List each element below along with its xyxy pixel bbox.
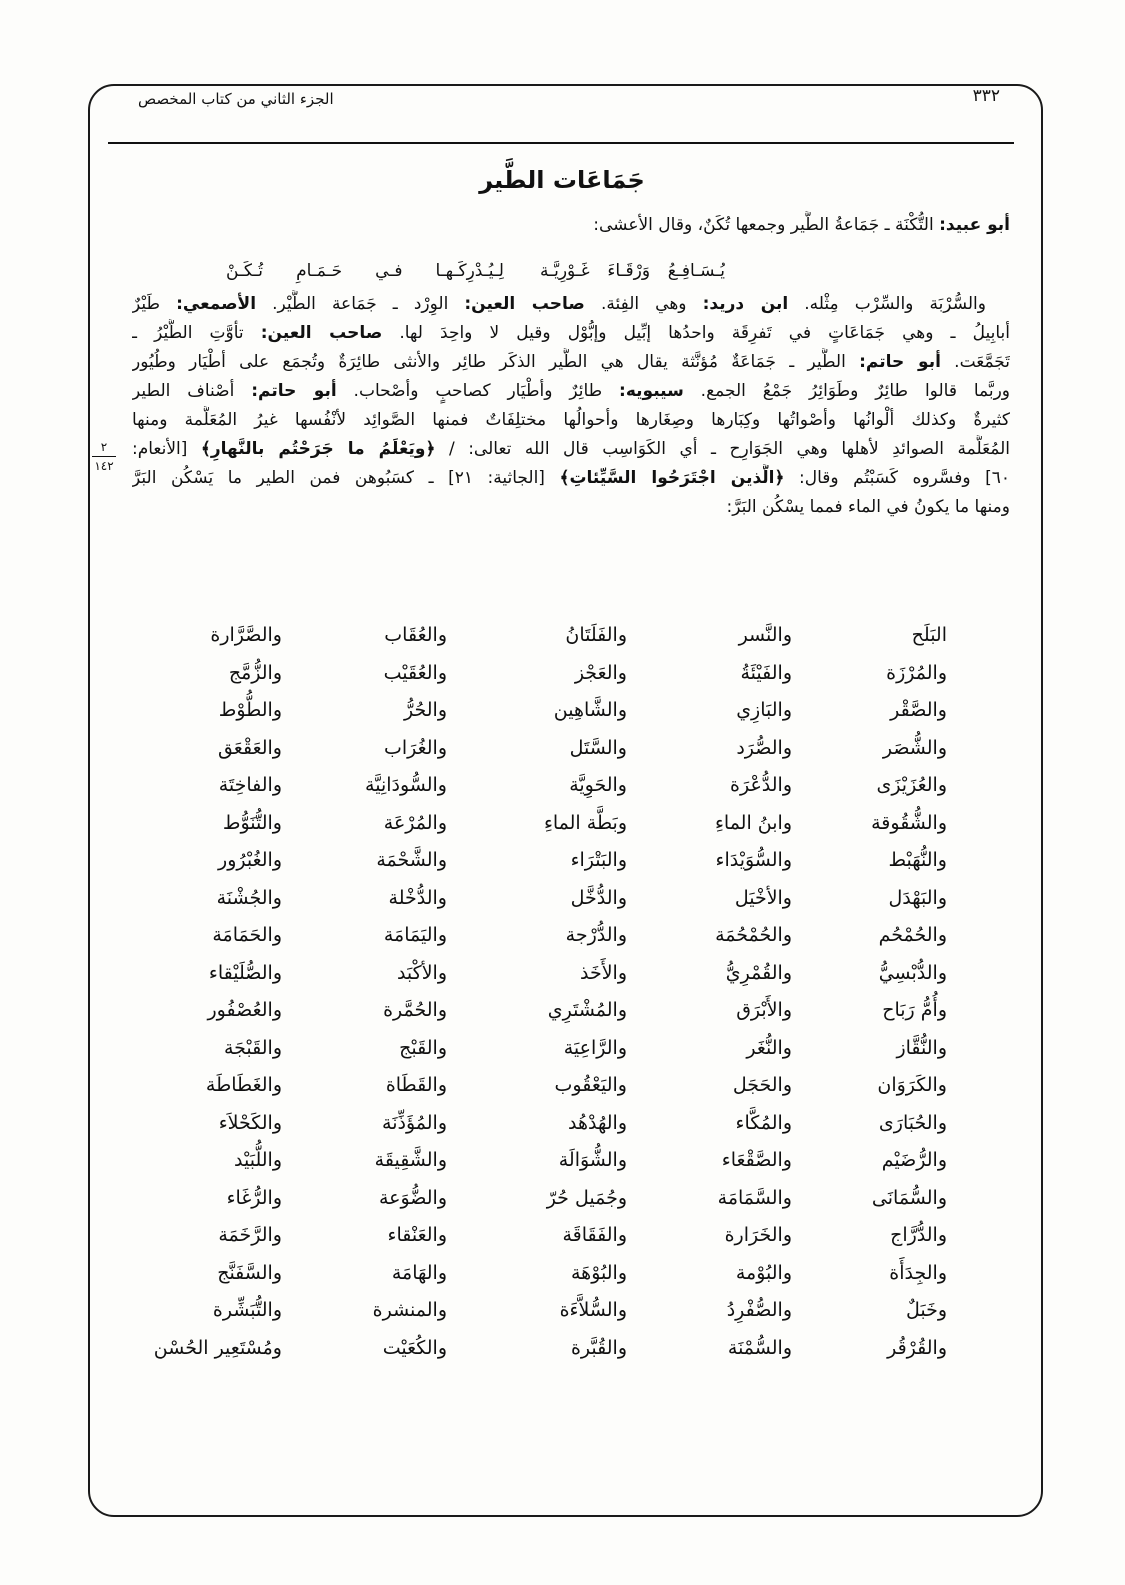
table-row [0,954,1125,992]
bird-name: والهَامَة [391,1261,447,1284]
bird-name: والجُشْنَة [216,886,282,909]
bird-name: والخَرَارة [724,1224,792,1246]
text-run: تأوَّتِ الطَّيْرُ ـ [132,323,261,343]
text-run: [الجاثية: ٢١] ـ كسَبُوهن فمن الطير ما يَسْكُن البَرَّ [132,468,560,488]
bird-name: وخَبَلٌ [905,1299,947,1321]
authority-name: ابن دريد: [702,294,789,314]
text-run: الوِرْد ـ جَمَاعة الطَّيْر. [256,294,465,314]
bird-name: والمُؤَذِّنَة [382,1111,447,1134]
bird-name: والأَخَذ [579,961,627,984]
paragraph-line [132,435,1010,464]
text-run: المُعَلَّمة الصوائدِ لأهلها وهي الجَوَارِح ـ أي الكَوَاسِب قال الله تعالى: / [435,439,1010,459]
bird-name: والهُدْهُد [568,1111,627,1134]
bird-name: والمُرْعَة [383,811,447,834]
bird-name: والشَّقِيقَة [374,1149,447,1171]
bird-name: والبُوْهَة [571,1261,627,1284]
bird-name: والرَّاعِيَة [563,1036,627,1059]
authority-name: صاحب العين: [464,294,585,314]
bird-name: والشُّوَالَة [558,1149,627,1171]
bird-name: وأُمُّ رَبَاح [882,999,947,1021]
bird-name: والرُّغَاء [226,1186,282,1209]
text-run: كثيرةٌ وكذلك ألْوانُها وأصْواتُها وكِبَارها وصِغَارها وأحوالُها مختلِفَاتٌ فمنها الصَّوائِد لأنْفُسها غيرُ المُعَلَّمة ومنها [132,410,1010,430]
bird-name: والصَّقْعَاء [721,1149,792,1171]
margin-note-numerator: ٢ [100,440,108,454]
bird-name: والسَّتَل [569,736,627,759]
bird-name: والصَّقْر [890,699,947,721]
bird-name: والكُعَيْت [382,1336,447,1359]
table-row [0,1179,1125,1217]
bird-name: والعُقَيْب [383,661,447,684]
bird-name: والصَّرَّارة [210,624,282,646]
bird-name: والغُبْرُور [218,849,282,871]
bird-name: والغَطَاطَة [205,1074,282,1096]
body-paragraph [132,290,1010,522]
bird-name: والشَّحْمَة [376,849,447,871]
table-row [0,841,1125,879]
bird-name: والطُّوْط [218,699,282,721]
verse-second-hemistich: لِـيُـدْرِكَـهـا فـي حَـمَـامِ تُـكَـنْ [226,261,504,281]
bird-name: والمنشرة [372,1299,447,1321]
bird-name: وبَطَّة الماءِ [543,811,627,834]
paragraph-line [132,493,1010,522]
bird-name: والأخْيَل [734,886,792,909]
authority-name: أبو حاتم: [251,381,337,401]
table-row [0,1066,1125,1104]
bird-name: والسَّمَامَة [717,1186,792,1209]
table-row [0,616,1125,654]
bird-name: والعُقَاب [384,624,447,646]
quran-quote: ﴿ويَعْلَمُ ما جَرَحْتُم بالنَّهارِ﴾ [200,439,436,459]
text-run: وهي الفِئة. [584,294,703,314]
bird-name: واللُّبَيْد [234,1149,282,1171]
paragraph-line [132,464,1010,493]
bird-name: والدُّرْجة [565,924,627,946]
bird-name: والسَّفَنَّج [217,1261,282,1284]
table-row [0,766,1125,804]
paragraph-line [132,290,1010,319]
table-row [0,804,1125,842]
page-number: ٣٣٢ [972,86,1000,106]
text-run: الطَّير ـ جَمَاعَةٌ مُؤنَّثة يقال هي الطَّير الذكَر طائِر والأنثى طائِرَةٌ وتُجمَع على أطْيَار وطُيُور [132,352,860,372]
header-rule [108,142,1014,144]
text-run: ومنها ما يكونُ في الماء فمما يسْكُن البَرَّ: [726,497,1010,517]
bird-name: والقَبْج [399,1036,447,1059]
bird-name: والعَقْعَق [217,736,282,759]
bird-name: والكَرَوَان [877,1074,947,1096]
bird-name: والصُّلَيْقاء [208,961,282,984]
bird-name: والكَحْلاَء [218,1111,282,1134]
verse-first-hemistich: يُـسَـافِـعُ وَرْقَـاءَ غَـوْرِيَّـة [540,261,725,281]
bird-name: والقُبَّرة [570,1336,627,1359]
bird-name: والرُّضَيْم [881,1149,947,1171]
bird-name: والفَقَاقَة [562,1224,627,1246]
bird-name: واليَعْقُوب [554,1074,627,1096]
text-run: تَجَمَّعَت. [940,352,1010,372]
paragraph-line [132,406,1010,435]
bird-name: والبَتْرَاء [570,849,627,871]
bird-name: والقُرْقُر [887,1336,947,1359]
table-row [0,691,1125,729]
bird-name: والشُّقُوقة [871,811,947,834]
bird-name: والنُّقَّاز [896,1036,947,1059]
bird-name: والعُزَيْزَى [876,774,947,796]
bird-name: والسُّودَانِيَّة [365,774,447,796]
bird-name: والفاخِتَة [218,774,282,796]
text-run: أبابِيلُ ـ وهي جَمَاعَاتٍ في تَفرِقَة واحدُها إبِّيل وإبُّوْل وقيل لا واحِدَ لها. [382,323,1010,343]
authority-name: الأصمعي: [176,294,257,314]
bird-name: والزُّمَّج [228,661,282,684]
bird-name: والحَمَامَة [212,924,282,946]
paragraph-line [132,377,1010,406]
bird-name: والدُّرَّاج [890,1224,947,1246]
bird-name: والمُشْتَرِي [547,999,627,1021]
authority-name: أبو عبيد: [939,215,1010,235]
bird-name: والسُّمَانَى [871,1186,947,1209]
margin-note [90,440,118,473]
paragraph-line [132,319,1010,348]
table-row [0,916,1125,954]
bird-name: واليَمَامَة [383,924,447,946]
bird-name: والحَجَل [732,1074,792,1096]
bird-name: والجِدَأَة [889,1261,947,1284]
table-row [0,1141,1125,1179]
table-row [0,1291,1125,1329]
table-row [0,1329,1125,1367]
bird-name: ومُسْتَعِير الحُسْن [153,1336,282,1359]
text-run: وربَّما قالوا طائِرٌ وطَوَائِرُ جَمْعُ الجمع. [683,381,1010,401]
bird-names-table [0,616,1125,1368]
authority-name: سيبويه: [619,381,684,401]
bird-name: والحُمْحُم [878,924,947,946]
bird-name: والسُّمْنَة [727,1336,792,1359]
bird-name: والقَطَاة [385,1074,447,1096]
section-title: جَمَاعَات الطَّير [479,166,645,194]
text-run: أصْناف الطير [132,381,252,401]
bird-name: والحُبَارَى [878,1111,947,1134]
bird-name: والحَوِيَّة [569,774,627,796]
quran-quote: ﴿الَّذين اجْتَرَحُوا السَّيِّئاتِ﴾ [559,468,785,488]
bird-name: والصُّفْرِدُ [726,1299,792,1321]
bird-name: والحُمْحُمَة [715,924,792,946]
bird-name: والصُّرَد [736,736,792,759]
bird-name: والنَّسر [738,624,792,646]
table-row [0,1104,1125,1142]
bird-name: والدُّبْسِيُّ [878,961,947,984]
bird-name: والحُمَّرة [383,999,447,1021]
bird-name: والشُّصَر [882,736,947,759]
bird-name: والدُّخْلة [388,886,447,909]
paragraph-line [132,348,1010,377]
bird-name: والشَّاهِين [553,699,627,721]
bird-name: والنُّغَر [746,1036,792,1059]
bird-name: والدُّخَّل [570,886,627,909]
bird-name: والقَبْجَة [223,1036,282,1059]
bird-name: والضُّوَعة [378,1186,447,1209]
table-row [0,729,1125,767]
table-row [0,1216,1125,1254]
bird-name: والفَيْئَةُ [740,661,792,684]
table-row [0,991,1125,1029]
authority-name: صاحب العين: [260,323,383,343]
text-run: والسُّرْبَة والسِّرْب مِثْله. [788,294,986,314]
text-run: طَيْرٌ [132,294,177,314]
bird-name: والقُمْرِيُّ [725,961,792,984]
margin-note-divider [92,456,116,457]
bird-name: والسُّلاَّءَة [559,1299,627,1321]
bird-name: البَلَح [911,624,947,646]
bird-name: والرَّخَمَة [218,1224,282,1246]
bird-name: والسُّوَيْدَاء [715,849,792,871]
table-row [0,1254,1125,1292]
bird-name: والتُّبَشِّرة [212,1299,282,1321]
running-header-title: الجزء الثاني من كتاب المخصص [138,90,334,108]
bird-name: وابنُ الماءِ [714,811,792,834]
text-run: التُّكْنَة ـ جَمَاعةُ الطَّير وجمعها تُكَنٌ، وقال الأعشى: [593,215,940,235]
bird-name: والحُرُّ [404,699,447,721]
table-row [0,1029,1125,1067]
margin-note-denominator: ١٤٢ [94,459,114,473]
intro-line [132,211,1010,240]
table-row [0,879,1125,917]
bird-name: والنُّهَبْط [888,849,947,871]
table-row [0,654,1125,692]
text-run: [الأنعام: [132,439,201,459]
bird-name: والغُرَاب [383,736,447,759]
bird-name: والتُّنَوُّط [222,811,282,834]
bird-name: والفَلَتَانُ [565,624,627,646]
bird-name: والبُوْمة [735,1261,792,1284]
bird-name: والعَجْز [574,661,627,684]
text-run: طائِرٌ وأطْيَار كصاحبٍ وأصْحاب. [336,381,620,401]
authority-name: أبو حاتم: [859,352,941,372]
bird-name: وجُمَيل حُرّ [546,1186,627,1209]
bird-name: والبَهْدَل [888,886,947,909]
bird-name: والأكْبَد [396,961,447,984]
text-run: ٦٠] وفسَّروه كَسَبْتُم وقال: [784,468,1010,488]
bird-name: والبَازِي [736,699,792,721]
bird-name: والعُصْفُور [207,999,282,1021]
bird-name: والمُرْزَة [886,661,947,684]
bird-name: والدُّعْرَة [730,774,792,796]
bird-name: والمُكَّاء [735,1111,792,1134]
bird-name: والأَبْرَق [736,999,792,1021]
bird-name: والعَنْقاء [387,1224,447,1246]
